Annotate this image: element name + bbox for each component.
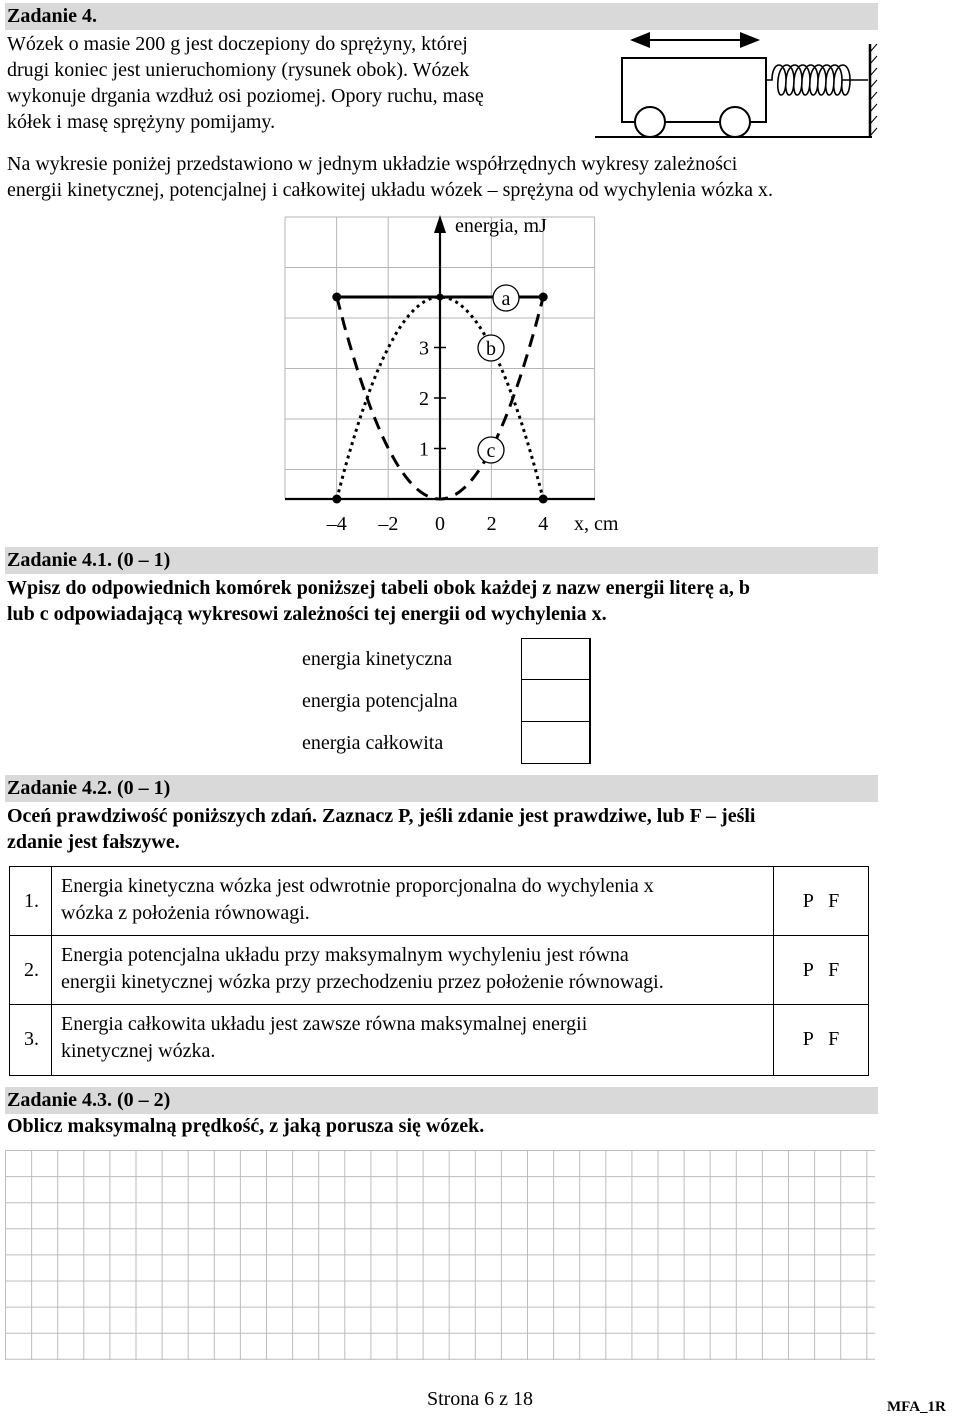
x-tick-label: 2 [486, 513, 497, 535]
statement-number-1: 1. [24, 890, 39, 912]
energy-label-kinetic: energia kinetyczna [302, 648, 453, 670]
series-endpoint-dot [539, 495, 548, 504]
graph-desc-line-2: energii kinetycznej, potencjalnej i całkowitej układu wózek – sprężyna od wychylenia wózka x. [7, 179, 774, 201]
statement-number-3: 3. [24, 1028, 39, 1050]
task41-instruction-1: Wpisz do odpowiednich komórek poniższej tabeli obok każdej z nazw energii literę a, b [7, 577, 750, 599]
series-a-label: a [501, 288, 511, 310]
intro-line-1: Wózek o masie 200 g jest doczepiony do sprężyny, której [7, 33, 468, 55]
cart-spring-figure [590, 30, 880, 142]
task41-instruction-2: lub c odpowiadającą wykresowi zależności tej energii od wychylenia x. [7, 603, 607, 625]
answer-cell-kinetic[interactable] [522, 640, 588, 679]
answer-cell-total[interactable] [522, 723, 588, 761]
x-tick-label: 0 [435, 513, 445, 535]
energy-label-potential: energia potencjalna [302, 690, 458, 712]
task41-header: Zadanie 4.1. (0 – 1) [5, 547, 878, 574]
graph-desc-line-1: Na wykresie poniżej przedstawiono w jednym układzie współrzędnych wykresy zależności [7, 153, 738, 175]
x-tick-label: –2 [378, 513, 399, 535]
task4-header: Zadanie 4. [5, 3, 878, 30]
page-number: Strona 6 z 18 [426, 1388, 534, 1410]
intro-line-2: drugi koniec jest unieruchomiony (rysunek obok). Wózek [7, 59, 470, 81]
task42-instruction-1: Oceń prawdziwość poniższych zdań. Zaznacz P, jeśli zdanie jest prawdziwe, lub F – jeśli [7, 805, 756, 827]
pf-choice-2[interactable]: P F [802, 959, 840, 981]
statement-text-3b: kinetycznej wózka. [61, 1040, 216, 1062]
y-axis-arrow [434, 215, 446, 233]
document-code: MFA_1R [887, 1399, 946, 1415]
energy-label-total: energia całkowita [302, 732, 444, 754]
energy-chart [0, 205, 960, 540]
series-endpoint-dot [332, 495, 341, 504]
task43-instruction: Oblicz maksymalną prędkość, z jaką porusza się wózek. [7, 1115, 485, 1137]
cart-wheel-left [635, 107, 665, 137]
pf-choice-1[interactable]: P F [802, 890, 840, 912]
statement-text-2a: Energia potencjalna układu przy maksymalnym wychyleniu jest równa [61, 944, 629, 966]
spring [766, 65, 868, 95]
true-false-table [9, 866, 869, 1076]
series-c-label: c [486, 440, 496, 462]
series-peak-dot [437, 294, 444, 301]
series-b-label: b [486, 338, 496, 360]
x-tick-label: –4 [326, 513, 347, 535]
series-endpoint-dot [332, 293, 341, 302]
series-endpoint-dot [539, 293, 548, 302]
task43-header: Zadanie 4.3. (0 – 2) [5, 1087, 878, 1114]
task42-instruction-2: zdanie jest fałszywe. [7, 831, 180, 853]
y-tick-label: 1 [419, 438, 429, 461]
statement-text-3a: Energia całkowita układu jest zawsze równa maksymalnej energii [61, 1013, 588, 1035]
task42-header: Zadanie 4.2. (0 – 1) [5, 775, 878, 802]
statement-text-1b: wózka z położenia równowagi. [61, 902, 310, 924]
y-axis-label: energia, mJ [455, 215, 547, 237]
statement-text-2b: energii kinetycznej wózka przy przechodzeniu przez położenie równowagi. [61, 971, 664, 993]
pf-choice-3[interactable]: P F [802, 1028, 840, 1050]
y-tick-label: 3 [419, 337, 429, 360]
answer-cell-potential[interactable] [522, 681, 588, 720]
x-tick-label: 4 [538, 513, 549, 535]
x-axis-label: x, cm [574, 513, 619, 535]
statement-number-2: 2. [24, 959, 39, 981]
answer-grid[interactable] [5, 1150, 877, 1362]
cart-wheel-right [720, 107, 750, 137]
intro-line-3: wykonuje drgania wzdłuż osi poziomej. Opory ruchu, masę [7, 85, 484, 107]
y-tick-label: 2 [419, 388, 429, 410]
intro-line-4: kółek i masę sprężyny pomijamy. [7, 111, 276, 133]
energy-answer-table [289, 638, 590, 764]
statement-text-1a: Energia kinetyczna wózka jest odwrotnie proporcjonalna do wychylenia x [61, 875, 654, 897]
